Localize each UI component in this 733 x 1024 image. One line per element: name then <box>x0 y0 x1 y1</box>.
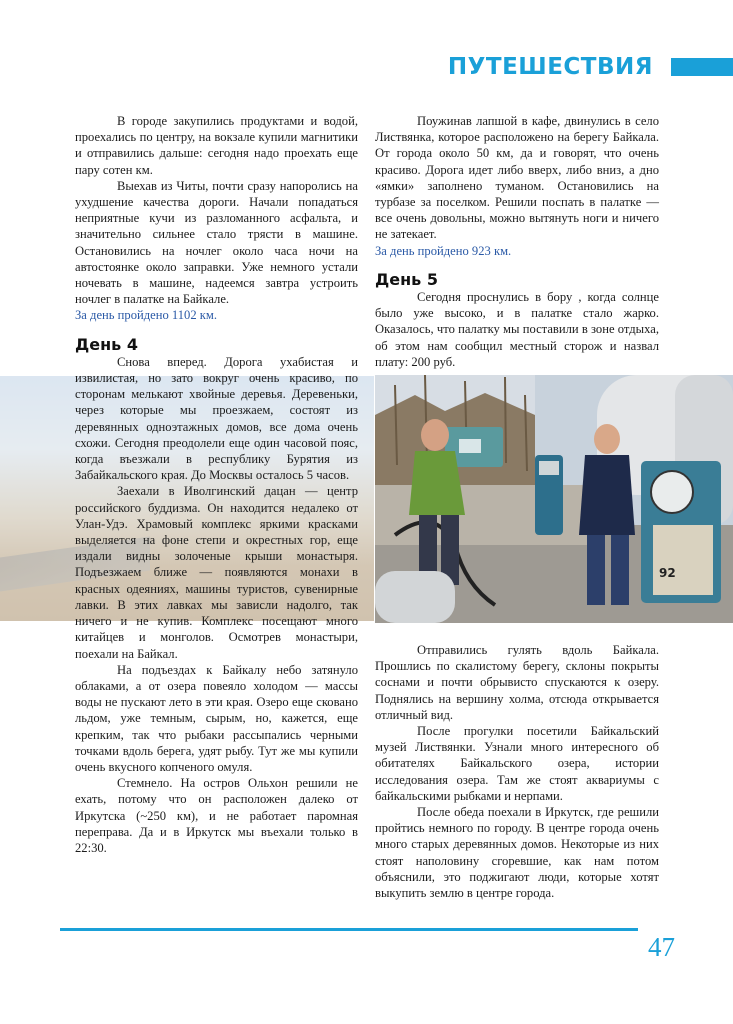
distance-note: За день пройдено 1102 км. <box>75 308 218 323</box>
paragraph: Заехали в Иволгинский дацан — центр российского буддизма. Он находится недалеко от Улан-Удэ. Храмовый комплекс яркими красками выделяется на фоне степи и окрестных гор, еще издали видны золоченые крыши монастыря. Подъезжаем ближе — появляются монахи в красных одеяниях, машины туристов, сувенирные лавки. В этих лавках мы зависли надолго, так ничего и не купив. Комплекс посещают много китайцев и монголов. Осмотрев монастыри, поехали на Байкал. <box>75 484 358 661</box>
left-column <box>75 113 358 856</box>
paragraph: Выехав из Читы, почти сразу напоролись на ухудшение качества дороги. Начали попадаться неприятные кучи из разломанного асфальта, и значительно сильнее стало трясти в машине. Остановились на ночлег около часа ночи на автостоянке около заправки. Уже немного устали ночевать в машине, надеемся завтра устроить ночлег в палатке на Байкале. <box>75 178 358 307</box>
pump-number-label: 92 <box>659 566 676 580</box>
footer-rule <box>60 928 638 931</box>
day-heading: День 4 <box>75 334 138 354</box>
paragraph: После обеда поехали в Иркутск, где решили пройтись немного по городу. В центре города очень много старых деревянных домов. Некоторые из них стоят наполовину сгоревшие, как нам потом объяснили, это поджигают люди, которые хотят выкупить землю в центре города. <box>375 805 659 901</box>
paragraph: На подъездах к Байкалу небо затянуло облаками, а от озера повеяло холодом — массы воды не пускают лето в эти края. Озеро еще сковано льдом, уже темным, сырым, но, кажется, еще крепким, так что рыбаки рассыпались черными точками вдоль берега, удят рыбу. Тут же мы купили очень вкусного копченого омуля. <box>75 662 358 774</box>
section-accent-bar <box>671 58 733 76</box>
day-heading: День 5 <box>375 269 438 289</box>
distance-note: За день пройдено 923 км. <box>375 243 512 258</box>
paragraph: После прогулки посетили Байкальский музей Листвянки. Узнали много интересного об обитателях Байкальского озера, истории исследования озера. Там же стоят аквариумы с байкальскими рыбками и нерпами. <box>375 724 659 803</box>
section-title: ПУТЕШЕСТВИЯ <box>447 54 653 80</box>
paragraph: В городе закупились продуктами и водой, проехались по центру, на вокзале купили магнитики и отправились дальше: сегодня надо проехать еще пару сотен км. <box>75 114 358 177</box>
paragraph: Стемнело. На остров Ольхон решили не ехать, потому что он расположен далеко от Иркутска (~250 км), и не работает паромная переправа. Да и в Иркутск мы въехали только в 22:30. <box>75 776 358 855</box>
gas-station-illustration <box>375 375 733 623</box>
paragraph: Поужинав лапшой в кафе, двинулись в село Листвянка, которое расположено на берегу Байкала. От города около 50 км, да и говорят, что очень красиво. Дорога идет либо вверх, либо вниз, а дно «ямки» заполнено туманом. Остановились на турбазе за поселком. Решили поспать в палатке — все очень довольны, можно вытянуть ноги и ничего не затекает. <box>375 114 659 242</box>
paragraph: Снова вперед. Дорога ухабистая и извилистая, но зато вокруг очень красиво, по сторонам мелькают хвойные деревья. Деревеньки, через которые мы проезжаем, состоят из деревянных одноэтажных домов, все дома очень схожи. Сегодня преодолели еще один часовой пояс, когда въезжали в республику Бурятия из Забайкальского края. До Москвы осталось 5 часов. <box>75 354 358 483</box>
page-number: 47 <box>648 932 675 962</box>
paragraph: Сегодня проснулись в бору , когда солнце было уже высоко, и в палатке стало жарко. Оказалось, что палатку мы поставили в зоне отдыха, об этом нам сообщил местный сторож и назвал плату: 200 руб. <box>375 290 659 369</box>
gas-station-photo <box>375 375 733 623</box>
paragraph: Отправились гулять вдоль Байкала. Прошлись по скалистому берегу, склоны покрыты соснами и почти обрывисто спускаются к озеру. Поднялись на вершину холма, отсюда открывается отличный вид. <box>375 643 659 722</box>
